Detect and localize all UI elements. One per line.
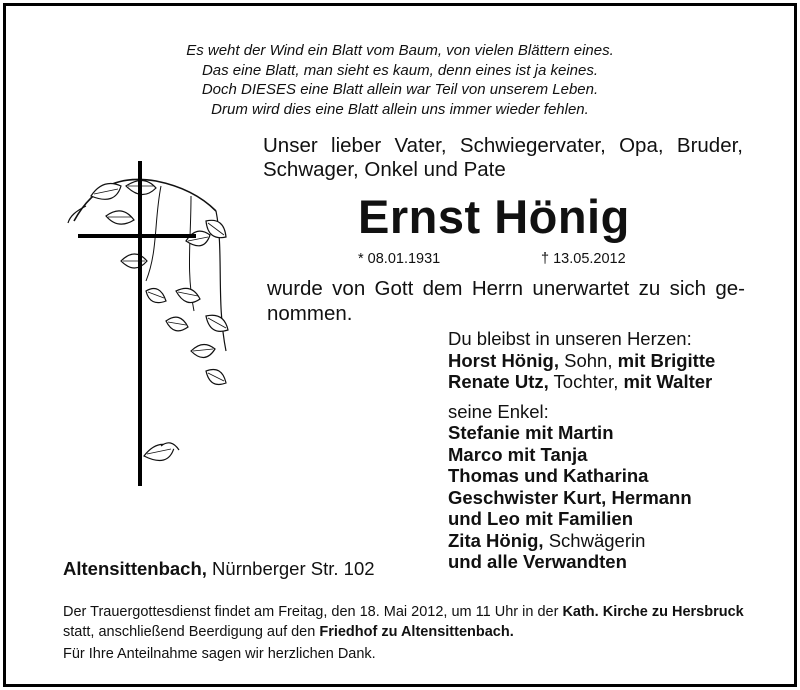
mourner-partner: mit Brigitte [617,349,716,371]
mourner-partner: mit Walter [623,371,713,392]
sentence-line: nommen. [267,302,353,325]
address [63,558,375,580]
mourner-line [448,350,715,372]
poem-line: Es weht der Wind ein Blatt vom Baum, von vielen Blättern eines. [186,42,614,59]
mourners-heading: Du bleibst in unseren Herzen: [448,328,692,349]
grandchild-line [448,444,715,466]
poem [6,41,794,119]
intro-line: Unser lieber Vater, Schwiegervater, Opa, Bruder, [263,134,743,157]
obituary-notice [3,3,797,687]
service-cemetery: Friedhof zu Altensittenbach. [319,624,514,640]
closing-text: und alle Verwandten [448,551,627,572]
grandchildren-heading: seine Enkel: [448,400,549,422]
mourner-relation: Tochter, [548,371,624,392]
mourner-name: Zita Hönig, [448,529,544,551]
siblings-text: und Leo mit Familien [448,508,634,529]
grandchild-line [448,465,715,487]
announcement-sentence [267,276,745,326]
grandchild-name: Stefanie mit Martin [448,422,614,443]
siblings-text: Geschwister Kurt, Hermann [448,486,692,508]
intro-text [263,134,743,182]
grandchild-name: Marco mit Tanja [448,443,588,465]
mourner-relation: Sohn, [559,349,618,371]
grandchild-line [448,422,715,444]
thanks-text: Für Ihre Anteilnahme sagen wir herzlichen Dank. [63,646,376,662]
mourner-line [448,371,715,393]
poem-line: Drum wird dies eine Blatt allein uns immer wieder fehlen. [211,100,589,118]
death-date: † 13.05.2012 [541,251,626,267]
service-church: Kath. Kirche zu Hersbruck [562,604,744,620]
service-info [63,602,753,642]
birth-date: * 08.01.1931 [358,251,441,267]
service-text: statt, anschließend Beerdigung auf den [63,624,320,640]
closing-line [448,551,715,573]
cross-with-leaves-illustration [66,161,256,491]
poem-line: Das eine Blatt, man sieht es kaum, denn eines ist ja keines. [201,61,599,79]
mourner-relation: Schwägerin [543,529,646,551]
mourner-line [448,530,715,552]
address-street: Nürnberger Str. 102 [206,558,375,579]
service-text: Der Trauergottesdienst findet am Freitag, den 18. Mai 2012, um 11 Uhr in der [63,604,563,620]
poem-line: Doch DIESES eine Blatt allein war Teil von unserem Leben. [201,81,599,98]
siblings-line [448,508,715,530]
siblings-line [448,487,715,509]
deceased-name: Ernst Hönig [358,190,630,243]
grandchild-name: Thomas und Katharina [448,465,649,486]
mourner-name: Horst Hönig, [448,349,559,371]
mourners-list [448,328,715,573]
intro-line: Schwager, Onkel und Pate [263,158,506,181]
address-town: Altensittenbach, [63,558,207,579]
mourner-name: Renate Utz, [448,371,549,392]
sentence-line: wurde von Gott dem Herrn unerwartet zu sich ge- [267,277,745,300]
